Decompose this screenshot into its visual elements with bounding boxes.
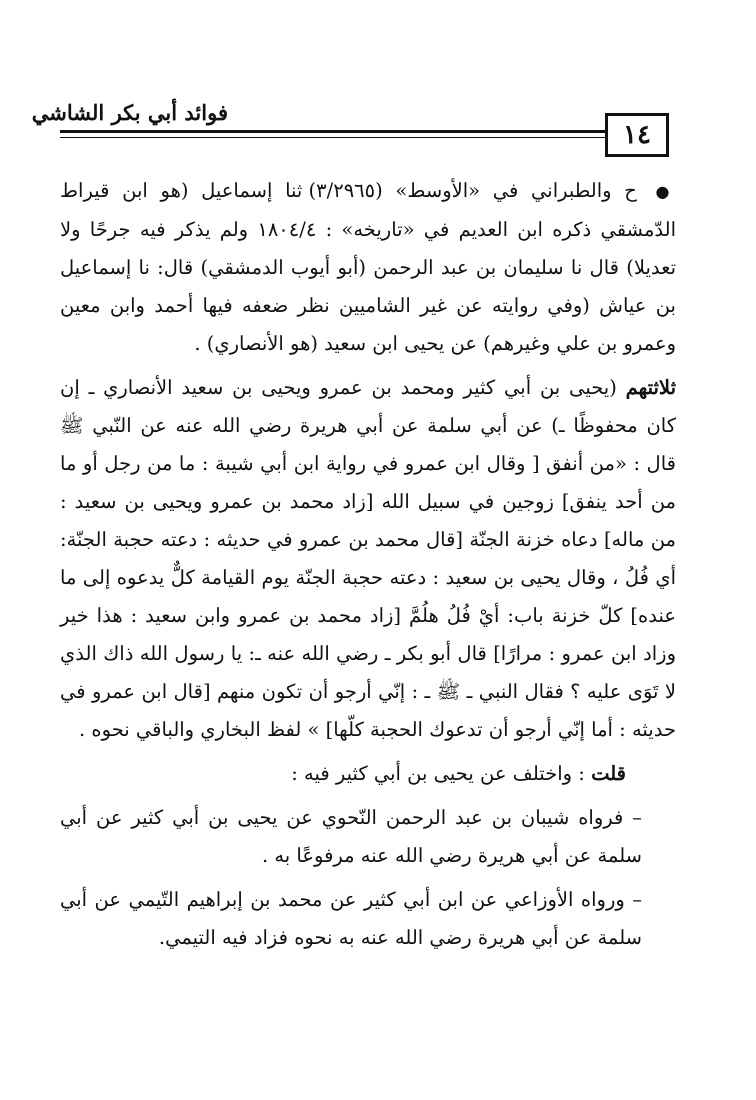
paragraph-text: ح والطبراني في «الأوسط» (٣/٢٩٦٥) ثنا إسماعيل (هو ابن قيراط الدّمشقي ذكره ابن العديم في «تاريخه» : ١٨٠٤/٤ ولم يذكر فيه جرحًا ولا تعديلا) قال نا سليمان بن عبد الرحمن (أبو أيوب الدمشقي) قال: نا إسماعيل بن عياش (وفي روايته عن غير الشاميين نظر ضعفه فيها أحمد وابن معين وعمرو بن علي وغيرهم) عن يحيى ابن سعيد (هو الأنصاري) . (60, 179, 676, 355)
paragraph-lead: ثلاثتهم (625, 376, 676, 399)
paragraph-thalathatuhum (60, 369, 676, 749)
running-header-title: فوائد أبي بكر الشاشي (31, 100, 228, 125)
paragraph-text: – فرواه شيبان بن عبد الرحمن النّحوي عن يحيى بن أبي كثير عن أبي سلمة عن أبي هريرة رضي الله عنه مرفوعًا به . (60, 806, 642, 867)
paragraph-text: : واختلف عن يحيى بن أبي كثير فيه : (291, 762, 585, 785)
paragraph-text: – ورواه الأوزاعي عن ابن أبي كثير عن محمد بن إبراهيم التّيمي عن أبي سلمة عن أبي هريرة رضي الله عنه به نحوه فزاد فيه التيمي. (60, 888, 642, 949)
bullet-icon: ● (655, 182, 677, 201)
paragraph-qult (60, 755, 676, 793)
paragraph-lead: قلت (591, 762, 626, 785)
header-rule-secondary (60, 137, 605, 138)
page-number: ١٤ (605, 113, 669, 157)
paragraph-shayban (60, 799, 676, 875)
paragraph-awzai (60, 881, 676, 957)
page-body (60, 172, 676, 957)
paragraph-tabarani (60, 172, 676, 363)
paragraph-text: (يحيى بن أبي كثير ومحمد بن عمرو ويحيى بن سعيد الأنصاري ـ إن كان محفوظًا ـ) عن أبي سلمة عن أبي هريرة رضي الله عنه عن النّبي ﷺ قال : «من أنفق [ وقال ابن عمرو في رواية ابن أبي شيبة : ما من رجل أو ما من أحد ينفق] زوجين في سبيل الله [زاد محمد بن عمرو ويحيى بن سعيد : من ماله] دعاه خزنة الجنّة [قال محمد بن عمرو في حديثه : دعته حجبة الجنّة: أي فُلُ ، وقال يحيى بن سعيد : دعته حجبة الجنّة يوم القيامة كلٌّ يدعوه إلى ما عنده] كلّ خزنة باب: أيْ فُلُ هلُمَّ [زاد محمد بن عمرو وابن سعيد : هذا خير وزاد ابن عمرو : مرارًا] قال أبو بكر ـ رضي الله عنه ـ: يا رسول الله ذاك الذي لا تَوَى عليه ؟ فقال النبي ـ ﷺ ـ : إنّي أرجو أن تكون منهم [قال ابن عمرو في حديثه : أما إنّي أرجو أن تدعوك الحجبة كلّها] » لفظ البخاري والباقي نحوه . (60, 376, 676, 741)
header-rule (60, 130, 605, 133)
